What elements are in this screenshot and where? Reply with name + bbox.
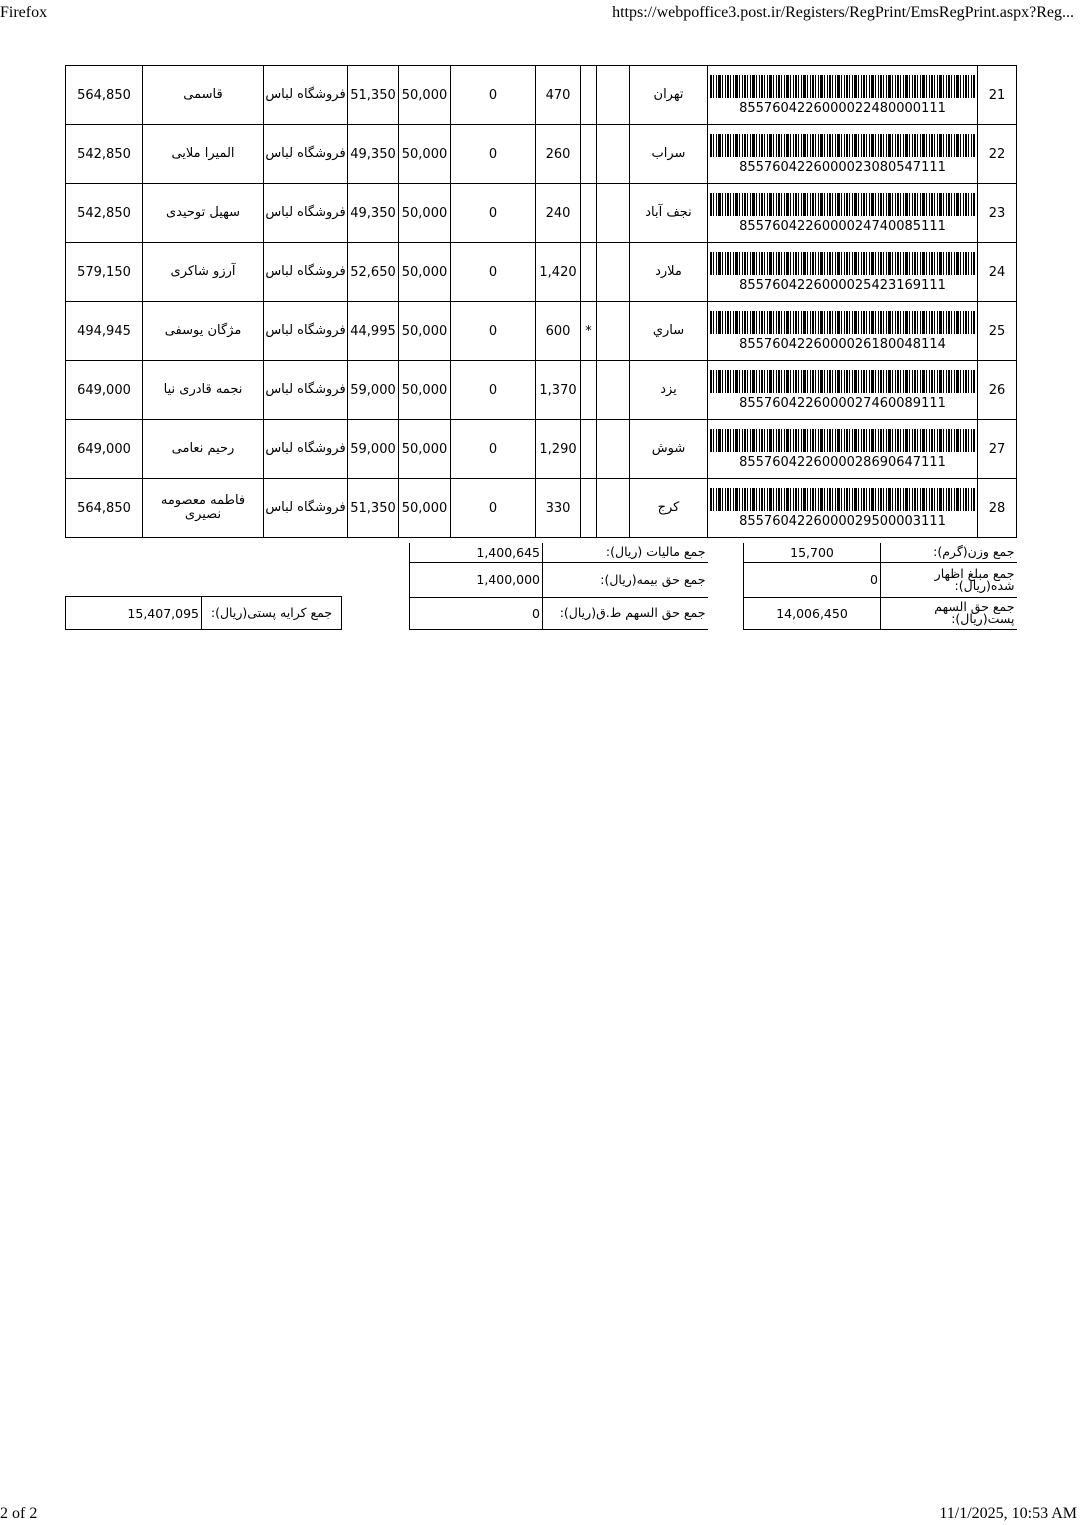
barcode-image <box>710 429 975 452</box>
barcode-image <box>710 75 975 98</box>
weight-cell: 1,420 <box>536 243 581 302</box>
table-row <box>66 66 1017 125</box>
declared-value-cell: 0 <box>451 302 536 361</box>
barcode-cell <box>708 302 978 361</box>
sender-name: فروشگاه لباس <box>264 420 348 479</box>
weight-cell: 260 <box>536 125 581 184</box>
barcode-image <box>710 488 975 511</box>
barcode-cell <box>708 420 978 479</box>
barcode-number: 8557604226000027460089111 <box>739 395 946 411</box>
total-weight-label: جمع وزن(گرم): <box>881 543 1017 562</box>
total-cell: 579,150 <box>66 243 143 302</box>
row-number: 23 <box>978 184 1017 243</box>
mark-cell <box>581 361 597 420</box>
postage-cell: 59,000 <box>348 361 399 420</box>
row-number: 28 <box>978 479 1017 538</box>
declared-value-cell: 0 <box>451 420 536 479</box>
postage-cell: 51,350 <box>348 479 399 538</box>
mark-cell-2 <box>597 66 630 125</box>
mark-cell <box>581 66 597 125</box>
barcode-number: 8557604226000023080547111 <box>739 159 946 175</box>
barcode-image <box>710 370 975 393</box>
recipient-name: سهیل توحیدی <box>143 184 264 243</box>
weight-cell: 330 <box>536 479 581 538</box>
insurance-cell: 50,000 <box>399 302 451 361</box>
destination-city: ساري <box>630 302 708 361</box>
barcode-cell <box>708 361 978 420</box>
page-url: https://webpoffice3.post.ir/Registers/RegPrint/EmsRegPrint.aspx?Reg... <box>612 4 1074 21</box>
total-declared-value: 0 <box>744 562 881 597</box>
declared-value-cell: 0 <box>451 361 536 420</box>
mark-cell <box>581 125 597 184</box>
declared-value-cell: 0 <box>451 184 536 243</box>
destination-city: شوش <box>630 420 708 479</box>
barcode-number: 8557604226000022480000111 <box>739 100 946 116</box>
destination-city: نجف آباد <box>630 184 708 243</box>
insurance-cell: 50,000 <box>399 184 451 243</box>
insurance-cell: 50,000 <box>399 361 451 420</box>
mark-cell-2 <box>597 125 630 184</box>
weight-cell: 1,370 <box>536 361 581 420</box>
table-row <box>66 243 1017 302</box>
postage-cell: 44,995 <box>348 302 399 361</box>
mark-cell-2 <box>597 361 630 420</box>
row-number: 27 <box>978 420 1017 479</box>
sender-name: فروشگاه لباس <box>264 125 348 184</box>
destination-city: تهران <box>630 66 708 125</box>
barcode-image <box>710 311 975 334</box>
sender-name: فروشگاه لباس <box>264 302 348 361</box>
barcode-cell <box>708 479 978 538</box>
table-row <box>66 420 1017 479</box>
barcode-number: 8557604226000024740085111 <box>739 218 946 234</box>
total-declared-label: جمع مبلغ اظهار شده(ریال): <box>881 562 1017 597</box>
mark-cell-2 <box>597 302 630 361</box>
total-cell: 542,850 <box>66 184 143 243</box>
mark-cell-2 <box>597 479 630 538</box>
print-datetime: 11/1/2025, 10:53 AM <box>939 1505 1077 1522</box>
destination-city: کرج <box>630 479 708 538</box>
declared-value-cell: 0 <box>451 479 536 538</box>
recipient-name: نجمه قادری نیا <box>143 361 264 420</box>
destination-city: یزد <box>630 361 708 420</box>
barcode-number: 8557604226000026180048114 <box>739 336 946 352</box>
sender-name: فروشگاه لباس <box>264 184 348 243</box>
barcode-number: 8557604226000025423169111 <box>739 277 946 293</box>
recipient-name: فاطمه معصومه نصیری <box>143 479 264 538</box>
total-share-tq-value: 0 <box>410 597 543 629</box>
row-number: 22 <box>978 125 1017 184</box>
summary-left <box>65 596 342 630</box>
insurance-cell: 50,000 <box>399 125 451 184</box>
weight-cell: 240 <box>536 184 581 243</box>
recipient-name: رحیم نعامی <box>143 420 264 479</box>
declared-value-cell: 0 <box>451 125 536 184</box>
weight-cell: 600 <box>536 302 581 361</box>
mark-cell-2 <box>597 420 630 479</box>
recipient-name: آرزو شاکری <box>143 243 264 302</box>
postage-cell: 59,000 <box>348 420 399 479</box>
total-cell: 564,850 <box>66 66 143 125</box>
barcode-cell <box>708 125 978 184</box>
barcode-number: 8557604226000028690647111 <box>739 454 946 470</box>
table-row <box>66 479 1017 538</box>
total-cell: 564,850 <box>66 479 143 538</box>
barcode-image <box>710 134 975 157</box>
barcode-image <box>710 193 975 216</box>
declared-value-cell: 0 <box>451 66 536 125</box>
total-cell: 494,945 <box>66 302 143 361</box>
mark-cell <box>581 479 597 538</box>
table-row <box>66 302 1017 361</box>
mark-cell <box>581 420 597 479</box>
insurance-cell: 50,000 <box>399 66 451 125</box>
total-share-post-label: جمع حق السهم پست(ریال): <box>881 597 1017 629</box>
total-share-tq-label: جمع حق السهم ط.ق(ریال): <box>543 597 708 629</box>
insurance-cell: 50,000 <box>399 420 451 479</box>
total-cell: 649,000 <box>66 361 143 420</box>
total-cell: 542,850 <box>66 125 143 184</box>
table-row <box>66 184 1017 243</box>
row-number: 25 <box>978 302 1017 361</box>
barcode-cell <box>708 184 978 243</box>
barcode-cell <box>708 66 978 125</box>
summary-middle <box>409 543 708 630</box>
destination-city: ملارد <box>630 243 708 302</box>
shipments-table <box>65 65 1017 538</box>
total-postage-label: جمع کرایه پستی(ریال): <box>202 597 342 630</box>
mark-cell-2 <box>597 243 630 302</box>
total-tax-value: 1,400,645 <box>410 543 543 562</box>
recipient-name: قاسمی <box>143 66 264 125</box>
mark-cell <box>581 243 597 302</box>
summary-right <box>743 543 1017 630</box>
mark-cell: * <box>581 302 597 361</box>
total-insurance-label: جمع حق بیمه(ریال): <box>543 562 708 597</box>
recipient-name: المیرا ملایی <box>143 125 264 184</box>
browser-name: Firefox <box>0 4 48 21</box>
insurance-cell: 50,000 <box>399 479 451 538</box>
postage-cell: 49,350 <box>348 125 399 184</box>
row-number: 26 <box>978 361 1017 420</box>
total-tax-label: جمع مالیات (ریال): <box>543 543 708 562</box>
barcode-image <box>710 252 975 275</box>
table-row <box>66 125 1017 184</box>
barcode-cell <box>708 243 978 302</box>
page-number: 2 of 2 <box>0 1505 38 1522</box>
mark-cell <box>581 184 597 243</box>
barcode-number: 8557604226000029500003111 <box>739 513 946 529</box>
postage-cell: 52,650 <box>348 243 399 302</box>
table-row <box>66 361 1017 420</box>
weight-cell: 1,290 <box>536 420 581 479</box>
row-number: 21 <box>978 66 1017 125</box>
total-cell: 649,000 <box>66 420 143 479</box>
postage-cell: 49,350 <box>348 184 399 243</box>
row-number: 24 <box>978 243 1017 302</box>
sender-name: فروشگاه لباس <box>264 66 348 125</box>
total-postage-value: 15,407,095 <box>66 597 202 630</box>
sender-name: فروشگاه لباس <box>264 361 348 420</box>
destination-city: سراب <box>630 125 708 184</box>
sender-name: فروشگاه لباس <box>264 479 348 538</box>
total-share-post-value: 14,006,450 <box>744 597 881 629</box>
postage-cell: 51,350 <box>348 66 399 125</box>
total-insurance-value: 1,400,000 <box>410 562 543 597</box>
weight-cell: 470 <box>536 66 581 125</box>
recipient-name: مژگان یوسفی <box>143 302 264 361</box>
sender-name: فروشگاه لباس <box>264 243 348 302</box>
insurance-cell: 50,000 <box>399 243 451 302</box>
total-weight-value: 15,700 <box>744 543 881 562</box>
declared-value-cell: 0 <box>451 243 536 302</box>
mark-cell-2 <box>597 184 630 243</box>
